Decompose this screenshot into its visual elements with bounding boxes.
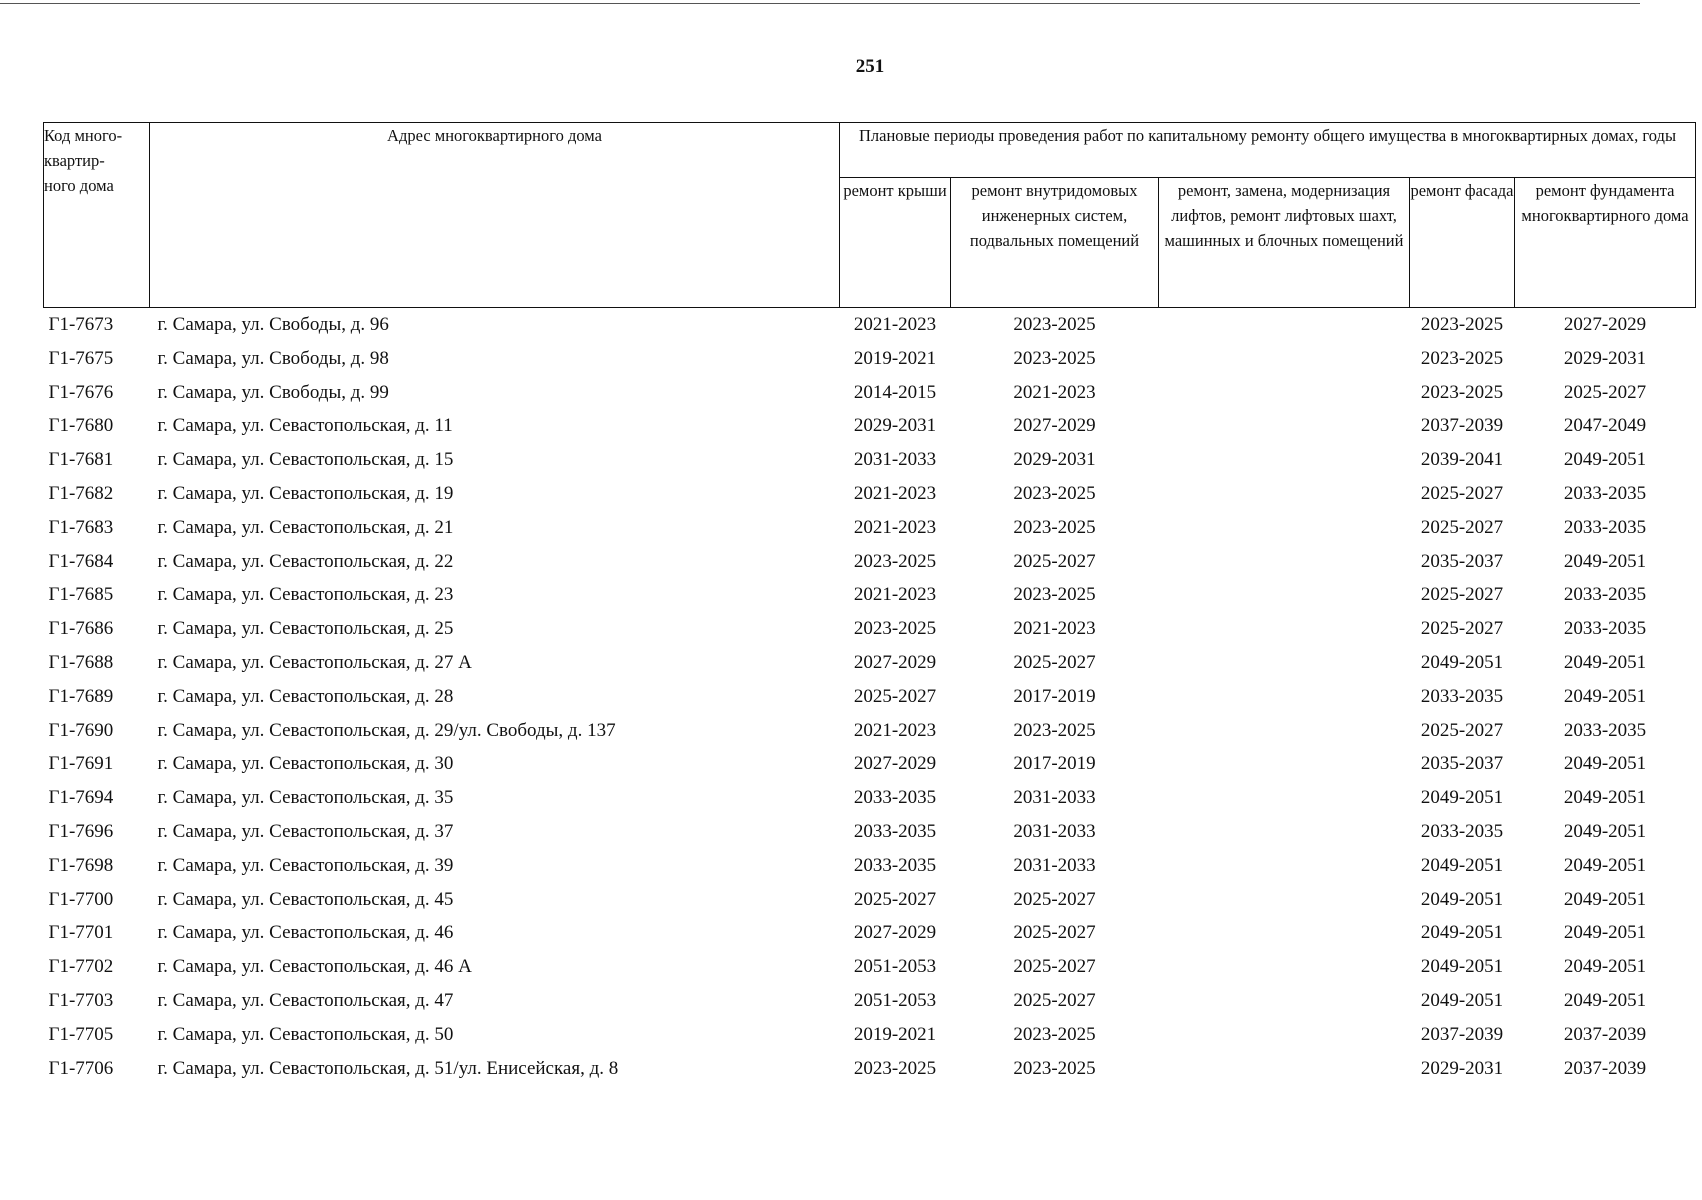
cell-roof: 2025-2027 <box>853 685 937 707</box>
cell-elevators <box>1159 443 1410 477</box>
cell-foundation: 2049-2051 <box>1563 753 1647 775</box>
table-row <box>44 747 1696 781</box>
cell-elevators <box>1159 984 1410 1018</box>
cell-code: Г1-7680 <box>48 415 114 437</box>
cell-foundation: 2025-2027 <box>1563 381 1647 403</box>
cell-facade: 2025-2027 <box>1420 618 1504 640</box>
cell-foundation: 2033-2035 <box>1563 618 1647 640</box>
repair-schedule-table <box>43 122 1696 1085</box>
cell-roof: 2021-2023 <box>853 314 937 335</box>
cell-code: Г1-7700 <box>48 888 114 910</box>
cell-foundation: 2047-2049 <box>1563 415 1647 437</box>
cell-systems: 2017-2019 <box>1013 753 1096 775</box>
cell-facade: 2049-2051 <box>1420 888 1504 910</box>
cell-address: г. Самара, ул. Севастопольская, д. 29/ул. Свободы, д. 137 <box>157 719 616 741</box>
cell-code: Г1-7673 <box>48 314 114 335</box>
table-row <box>44 849 1696 883</box>
cell-facade: 2023-2025 <box>1420 347 1504 369</box>
cell-foundation: 2033-2035 <box>1563 584 1647 606</box>
cell-foundation: 2049-2051 <box>1563 449 1647 471</box>
cell-address: г. Самара, ул. Севастопольская, д. 15 <box>157 449 454 471</box>
cell-foundation: 2049-2051 <box>1563 550 1647 572</box>
cell-address: г. Самара, ул. Севастопольская, д. 46 <box>157 922 454 944</box>
cell-facade: 2033-2035 <box>1420 685 1504 707</box>
cell-systems: 2017-2019 <box>1013 685 1096 707</box>
cell-facade: 2025-2027 <box>1420 719 1504 741</box>
cell-address: г. Самара, ул. Севастопольская, д. 22 <box>157 550 454 572</box>
cell-elevators <box>1159 342 1410 376</box>
cell-code: Г1-7698 <box>48 854 114 876</box>
cell-foundation: 2049-2051 <box>1563 854 1647 876</box>
table-row <box>44 511 1696 545</box>
cell-facade: 2025-2027 <box>1420 516 1504 538</box>
cell-address: г. Самара, ул. Севастопольская, д. 11 <box>157 415 453 437</box>
cell-address: г. Самара, ул. Севастопольская, д. 25 <box>157 618 454 640</box>
cell-elevators <box>1159 916 1410 950</box>
cell-roof: 2023-2025 <box>853 550 937 572</box>
cell-address: г. Самара, ул. Севастопольская, д. 51/ул. Енисейская, д. 8 <box>157 1057 619 1079</box>
cell-elevators <box>1159 883 1410 917</box>
cell-code: Г1-7703 <box>48 989 114 1011</box>
cell-address: г. Самара, ул. Севастопольская, д. 37 <box>157 820 454 842</box>
cell-elevators <box>1159 612 1410 646</box>
header-foundation: ремонт фундамента многоквартирного дома <box>1515 178 1696 308</box>
cell-address: г. Самара, ул. Севастопольская, д. 39 <box>157 854 454 876</box>
cell-elevators <box>1159 376 1410 410</box>
header-elevators: ремонт, замена, модернизация лифтов, ремонт лифтовых шахт, машинных и блочных помещений <box>1159 178 1410 308</box>
cell-roof: 2021-2023 <box>853 719 937 741</box>
cell-code: Г1-7696 <box>48 820 114 842</box>
cell-code: Г1-7682 <box>48 482 114 504</box>
cell-systems: 2025-2027 <box>1013 550 1096 572</box>
cell-elevators <box>1159 646 1410 680</box>
cell-systems: 2023-2025 <box>1013 482 1096 504</box>
cell-systems: 2023-2025 <box>1013 584 1096 606</box>
table-row <box>44 308 1696 342</box>
cell-code: Г1-7675 <box>48 347 114 369</box>
cell-systems: 2025-2027 <box>1013 922 1096 944</box>
cell-code: Г1-7684 <box>48 550 114 572</box>
cell-roof: 2014-2015 <box>853 381 937 403</box>
table-row <box>44 342 1696 376</box>
cell-roof: 2033-2035 <box>853 854 937 876</box>
cell-address: г. Самара, ул. Свободы, д. 99 <box>157 381 389 403</box>
header-planned-periods: Плановые периоды проведения работ по капитальному ремонту общего имущества в многоквартирных домах, годы <box>840 123 1696 178</box>
cell-roof: 2023-2025 <box>853 1057 937 1079</box>
cell-foundation: 2037-2039 <box>1563 1023 1647 1045</box>
cell-foundation: 2037-2039 <box>1563 1057 1647 1079</box>
cell-address: г. Самара, ул. Севастопольская, д. 35 <box>157 787 454 809</box>
cell-foundation: 2049-2051 <box>1563 922 1647 944</box>
cell-address: г. Самара, ул. Севастопольская, д. 27 А <box>157 651 472 673</box>
cell-roof: 2021-2023 <box>853 584 937 606</box>
cell-facade: 2037-2039 <box>1420 1023 1504 1045</box>
cell-address: г. Самара, ул. Свободы, д. 96 <box>157 314 389 335</box>
cell-foundation: 2049-2051 <box>1563 820 1647 842</box>
cell-foundation: 2029-2031 <box>1563 347 1647 369</box>
cell-facade: 2035-2037 <box>1420 753 1504 775</box>
cell-address: г. Самара, ул. Севастопольская, д. 19 <box>157 482 454 504</box>
cell-roof: 2051-2053 <box>853 989 937 1011</box>
cell-systems: 2023-2025 <box>1013 516 1096 538</box>
cell-roof: 2019-2021 <box>853 1023 937 1045</box>
cell-elevators <box>1159 950 1410 984</box>
cell-systems: 2029-2031 <box>1013 449 1096 471</box>
cell-elevators <box>1159 781 1410 815</box>
cell-roof: 2031-2033 <box>853 449 937 471</box>
table-header <box>44 123 1696 308</box>
cell-facade: 2037-2039 <box>1420 415 1504 437</box>
cell-code: Г1-7701 <box>48 922 114 944</box>
cell-facade: 2049-2051 <box>1420 787 1504 809</box>
cell-address: г. Самара, ул. Севастопольская, д. 28 <box>157 685 454 707</box>
cell-roof: 2019-2021 <box>853 347 937 369</box>
table-row <box>44 578 1696 612</box>
table-row <box>44 781 1696 815</box>
cell-roof: 2025-2027 <box>853 888 937 910</box>
cell-systems: 2025-2027 <box>1013 956 1096 978</box>
cell-code: Г1-7688 <box>48 651 114 673</box>
cell-address: г. Самара, ул. Свободы, д. 98 <box>157 347 389 369</box>
cell-address: г. Самара, ул. Севастопольская, д. 21 <box>157 516 454 538</box>
cell-elevators <box>1159 477 1410 511</box>
cell-systems: 2023-2025 <box>1013 719 1096 741</box>
cell-roof: 2029-2031 <box>853 415 937 437</box>
cell-roof: 2021-2023 <box>853 482 937 504</box>
cell-systems: 2031-2033 <box>1013 854 1096 876</box>
cell-facade: 2049-2051 <box>1420 922 1504 944</box>
cell-elevators <box>1159 578 1410 612</box>
table-row <box>44 680 1696 714</box>
cell-elevators <box>1159 1052 1410 1086</box>
cell-facade: 2023-2025 <box>1420 314 1504 335</box>
cell-systems: 2023-2025 <box>1013 1023 1096 1045</box>
cell-roof: 2033-2035 <box>853 787 937 809</box>
cell-code: Г1-7681 <box>48 449 114 471</box>
cell-elevators <box>1159 747 1410 781</box>
cell-systems: 2031-2033 <box>1013 787 1096 809</box>
cell-foundation: 2049-2051 <box>1563 685 1647 707</box>
table-row <box>44 612 1696 646</box>
cell-code: Г1-7685 <box>48 584 114 606</box>
table-row <box>44 409 1696 443</box>
cell-address: г. Самара, ул. Севастопольская, д. 45 <box>157 888 454 910</box>
cell-systems: 2023-2025 <box>1013 1057 1096 1079</box>
table-row <box>44 883 1696 917</box>
table-row <box>44 950 1696 984</box>
cell-code: Г1-7702 <box>48 956 114 978</box>
cell-foundation: 2049-2051 <box>1563 956 1647 978</box>
cell-systems: 2025-2027 <box>1013 989 1096 1011</box>
cell-code: Г1-7694 <box>48 787 114 809</box>
cell-roof: 2027-2029 <box>853 922 937 944</box>
cell-foundation: 2033-2035 <box>1563 482 1647 504</box>
cell-code: Г1-7690 <box>48 719 114 741</box>
cell-code: Г1-7691 <box>48 753 114 775</box>
cell-roof: 2051-2053 <box>853 956 937 978</box>
cell-elevators <box>1159 680 1410 714</box>
table-row <box>44 477 1696 511</box>
cell-systems: 2021-2023 <box>1013 381 1096 403</box>
table-row <box>44 1018 1696 1052</box>
cell-code: Г1-7676 <box>48 381 114 403</box>
cell-elevators <box>1159 409 1410 443</box>
table-row <box>44 646 1696 680</box>
table-row <box>44 916 1696 950</box>
cell-code: Г1-7705 <box>48 1023 114 1045</box>
cell-facade: 2033-2035 <box>1420 820 1504 842</box>
cell-facade: 2049-2051 <box>1420 956 1504 978</box>
cell-foundation: 2027-2029 <box>1563 314 1647 335</box>
cell-roof: 2027-2029 <box>853 753 937 775</box>
cell-elevators <box>1159 815 1410 849</box>
cell-foundation: 2049-2051 <box>1563 989 1647 1011</box>
cell-foundation: 2033-2035 <box>1563 719 1647 741</box>
cell-elevators <box>1159 1018 1410 1052</box>
cell-facade: 2025-2027 <box>1420 482 1504 504</box>
cell-address: г. Самара, ул. Севастопольская, д. 23 <box>157 584 454 606</box>
cell-roof: 2033-2035 <box>853 820 937 842</box>
cell-code: Г1-7706 <box>48 1057 114 1079</box>
cell-facade: 2025-2027 <box>1420 584 1504 606</box>
cell-facade: 2035-2037 <box>1420 550 1504 572</box>
cell-elevators <box>1159 849 1410 883</box>
page-number: 251 <box>855 56 885 77</box>
cell-systems: 2023-2025 <box>1013 347 1096 369</box>
header-code: Код много- квартир- ного дома <box>44 123 150 308</box>
cell-roof: 2027-2029 <box>853 651 937 673</box>
cell-roof: 2021-2023 <box>853 516 937 538</box>
header-address: Адрес многоквартирного дома <box>150 123 840 308</box>
header-facade: ремонт фасада <box>1410 178 1515 308</box>
cell-facade: 2029-2031 <box>1420 1057 1504 1079</box>
table-row <box>44 376 1696 410</box>
header-roof: ремонт крыши <box>840 178 951 308</box>
table-row <box>44 714 1696 748</box>
cell-foundation: 2049-2051 <box>1563 888 1647 910</box>
cell-systems: 2025-2027 <box>1013 651 1096 673</box>
cell-foundation: 2049-2051 <box>1563 651 1647 673</box>
cell-facade: 2049-2051 <box>1420 854 1504 876</box>
top-rule <box>0 3 1640 4</box>
cell-address: г. Самара, ул. Севастопольская, д. 30 <box>157 753 454 775</box>
cell-systems: 2021-2023 <box>1013 618 1096 640</box>
cell-systems: 2027-2029 <box>1013 415 1096 437</box>
cell-code: Г1-7686 <box>48 618 114 640</box>
cell-address: г. Самара, ул. Севастопольская, д. 46 А <box>157 956 472 978</box>
table-body <box>44 308 1696 1086</box>
cell-foundation: 2033-2035 <box>1563 516 1647 538</box>
cell-facade: 2049-2051 <box>1420 989 1504 1011</box>
cell-elevators <box>1159 511 1410 545</box>
cell-facade: 2049-2051 <box>1420 651 1504 673</box>
cell-elevators <box>1159 545 1410 579</box>
cell-address: г. Самара, ул. Севастопольская, д. 47 <box>157 989 454 1011</box>
cell-foundation: 2049-2051 <box>1563 787 1647 809</box>
table-row <box>44 443 1696 477</box>
table-row <box>44 984 1696 1018</box>
cell-systems: 2023-2025 <box>1013 314 1096 335</box>
cell-code: Г1-7683 <box>48 516 114 538</box>
cell-systems: 2025-2027 <box>1013 888 1096 910</box>
cell-code: Г1-7689 <box>48 685 114 707</box>
cell-roof: 2023-2025 <box>853 618 937 640</box>
cell-facade: 2039-2041 <box>1420 449 1504 471</box>
header-systems: ремонт внутридомовых инженерных систем, подвальных помещений <box>951 178 1159 308</box>
cell-elevators <box>1159 308 1410 342</box>
cell-elevators <box>1159 714 1410 748</box>
table-row <box>44 545 1696 579</box>
cell-systems: 2031-2033 <box>1013 820 1096 842</box>
table-row <box>44 815 1696 849</box>
cell-address: г. Самара, ул. Севастопольская, д. 50 <box>157 1023 454 1045</box>
cell-facade: 2023-2025 <box>1420 381 1504 403</box>
table-row <box>44 1052 1696 1086</box>
